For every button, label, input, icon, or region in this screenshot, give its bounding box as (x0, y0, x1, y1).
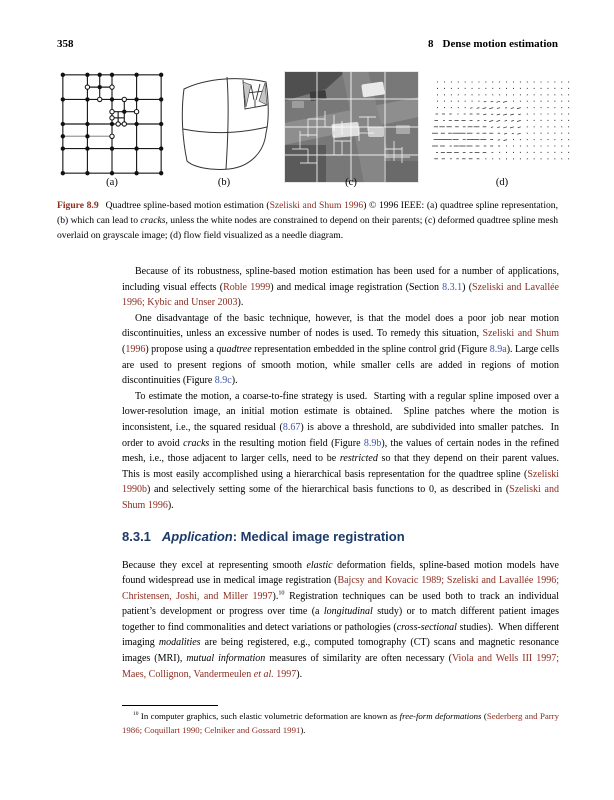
text-run: ) propose using a (145, 343, 217, 355)
text-run: ). (300, 724, 306, 735)
paragraph-4 (122, 558, 562, 683)
citation-link[interactable]: Bajcsy and Kovacic 1989; Szeliski and Lavallée 1996; Christensen, Joshi, and Miller 1997 (122, 575, 562, 602)
citation-link[interactable]: Viola and Wells III 1997; Maes, Collignon, Vandermeulen (122, 653, 562, 680)
text-run: are being registered, e.g., computed tomography (CT) scans and magnetic resonance images (MRI), (122, 637, 562, 665)
figure-panel-label-a: (a) (106, 177, 118, 188)
text-run: cross-sectional (396, 621, 457, 633)
text-run: Because they excel at representing smooth (122, 559, 307, 571)
figure-panel-label-c: (c) (345, 177, 357, 188)
quadtree-grid-graphic (60, 72, 164, 176)
chapter-number: 8 (428, 38, 434, 50)
text-run: modalities (158, 637, 201, 649)
text-run: Registration techniques can be used both to track an individual patient’s development or progress over time (a (122, 590, 562, 618)
text-run: representation embedded in the spline control grid (Figure (251, 343, 490, 355)
text-run: ( (481, 711, 487, 721)
citation-link[interactable]: Sederberg and Parry 1986; Coquillart 1990; Celniker and Gossard 1991 (122, 711, 562, 735)
text-run: cracks (183, 437, 210, 449)
citation-link[interactable]: 1996 (125, 343, 146, 355)
cross-reference-link[interactable]: 8.9b (363, 437, 382, 449)
deformed-mesh-diagram (177, 73, 272, 173)
page-number: 358 (57, 38, 74, 50)
citation-link[interactable]: Roble 1999 (223, 281, 271, 293)
text-run: ), the values of certain nodes in the refined mesh, i.e., those adjacent to larger cells, need to be (122, 437, 562, 465)
footnote-text (122, 710, 562, 738)
text-run: ). Large cells are used to present regions of smooth motion, while smaller cells are added in regions of motion discontinuities (Figure (122, 343, 562, 387)
citation-link[interactable]: Szeliski 1990b (122, 468, 562, 496)
cross-reference-link[interactable]: 8.9a (489, 343, 507, 355)
text-run: One disadvantage of the basic technique, however, is that the model does a poor job near motion discontinuities, unless an excessive number of nodes is used. To remedy this situation, (122, 312, 562, 340)
text-run: ) and selectively setting some of the hierarchical basis functions to 0, as described in ( (147, 484, 510, 496)
text-run: Because of its robustness, spline-based motion estimation has been used for a number of applications, including visual effects ( (122, 266, 562, 293)
text-run: longitudinal (323, 606, 373, 618)
citation-link[interactable]: Szeliski and Shum (482, 328, 559, 340)
chapter-header (428, 38, 558, 50)
mesh-overlay-graphic (284, 71, 419, 183)
deformed-mesh-graphic (177, 73, 272, 173)
cross-reference-link[interactable]: 8.9c (214, 375, 232, 387)
text-run: To estimate the motion, a coarse-to-fine strategy is used. Starting with a regular spline imposed over a lower-resolution image, an initial motion estimate is obtained. Spline patches where the motion is inconsistent, i.e., the squared residual ( (122, 390, 562, 433)
section-heading (122, 529, 559, 545)
paragraph-1 (122, 264, 562, 311)
cross-reference-link[interactable]: 8.67 (282, 421, 301, 433)
text-run: quadtree (216, 343, 252, 355)
text-run: in the resulting motion field (Figure (209, 437, 364, 449)
needle-diagram-graphic (432, 76, 573, 166)
text-run: ( (122, 328, 562, 355)
text-run: ) and medical image registration (Section (270, 281, 443, 293)
citation-link[interactable]: Szeliski and Lavallée 1996; Kybic and Unser 2003 (122, 281, 562, 309)
mesh-overlay-image (284, 71, 419, 183)
text-run: mutual information (186, 653, 266, 665)
text-run: so that they depend on their parent values. This is most easily accomplished using a hierarchical basis representation for the quadtree spline ( (122, 453, 564, 480)
citation-link[interactable]: Szeliski and Shum 1996 (122, 484, 562, 511)
citation-link[interactable]: Szeliski and Shum 1996 (269, 200, 364, 211)
section-number: 8.3.1 (122, 528, 151, 544)
text-run: Quadtree spline-based motion estimation ( (105, 200, 270, 211)
cross-reference-link[interactable]: 8.3.1 (442, 281, 463, 293)
figure-panel-label-b: (b) (217, 177, 231, 188)
section-title-emph: Application (161, 528, 233, 544)
text-run: ). (231, 375, 238, 387)
text-run: ). (296, 668, 303, 680)
text-run: In computer graphics, such elastic volumetric deformation are known as (138, 711, 400, 721)
text-run: 10 (133, 711, 139, 718)
figure-panel-label-d: (d) (495, 177, 509, 188)
footnote-area (122, 705, 562, 738)
text-run: deformation fields, spline-based motion models have found widespread use in medical image registration ( (122, 559, 562, 587)
section-title-rest: : Medical image registration (232, 528, 405, 544)
chapter-title: Dense motion estimation (442, 38, 558, 50)
text-run: 10 (278, 589, 285, 597)
citation-link[interactable]: 1997 (273, 668, 297, 680)
text-run: measures of similarity are often necessary ( (265, 653, 452, 665)
text-run: ) ( (462, 281, 473, 293)
running-head (57, 38, 558, 50)
text-run: ). (167, 499, 174, 511)
text-run: free-form deformations (399, 711, 482, 721)
text-run: ) © 1996 IEEE: (a) quadtree spline representation, (b) which can lead to (57, 200, 561, 227)
figure-caption (57, 198, 561, 243)
paragraph-3 (122, 389, 564, 514)
body-text (122, 264, 564, 682)
footnote-rule (122, 705, 218, 706)
text-run: studies). When different imaging (122, 621, 562, 649)
text-run: cracks (140, 215, 166, 227)
quadtree-spline-diagram (60, 72, 164, 176)
text-run: ) is above a threshold, are subdivided into smaller patches. In order to avoid (122, 421, 562, 449)
paragraph-2 (122, 311, 562, 389)
citation-link[interactable]: et al. (253, 668, 274, 680)
text-run: , unless the white nodes are constrained to depend on their parents; (c) deformed quadtree spline mesh overlaid on grayscale image; (d) flow field visualized as a needle diagram. (57, 215, 561, 242)
text-run: study) or to match different patient images together to find commonalities and detect variations or pathologies ( (122, 606, 562, 633)
text-run: elastic (306, 559, 333, 571)
text-run: ). (272, 590, 279, 602)
text-run: ). (237, 297, 244, 309)
needle-diagram (432, 76, 573, 166)
text-run: restricted (339, 453, 378, 465)
text-run: Figure 8.9 (57, 200, 99, 211)
